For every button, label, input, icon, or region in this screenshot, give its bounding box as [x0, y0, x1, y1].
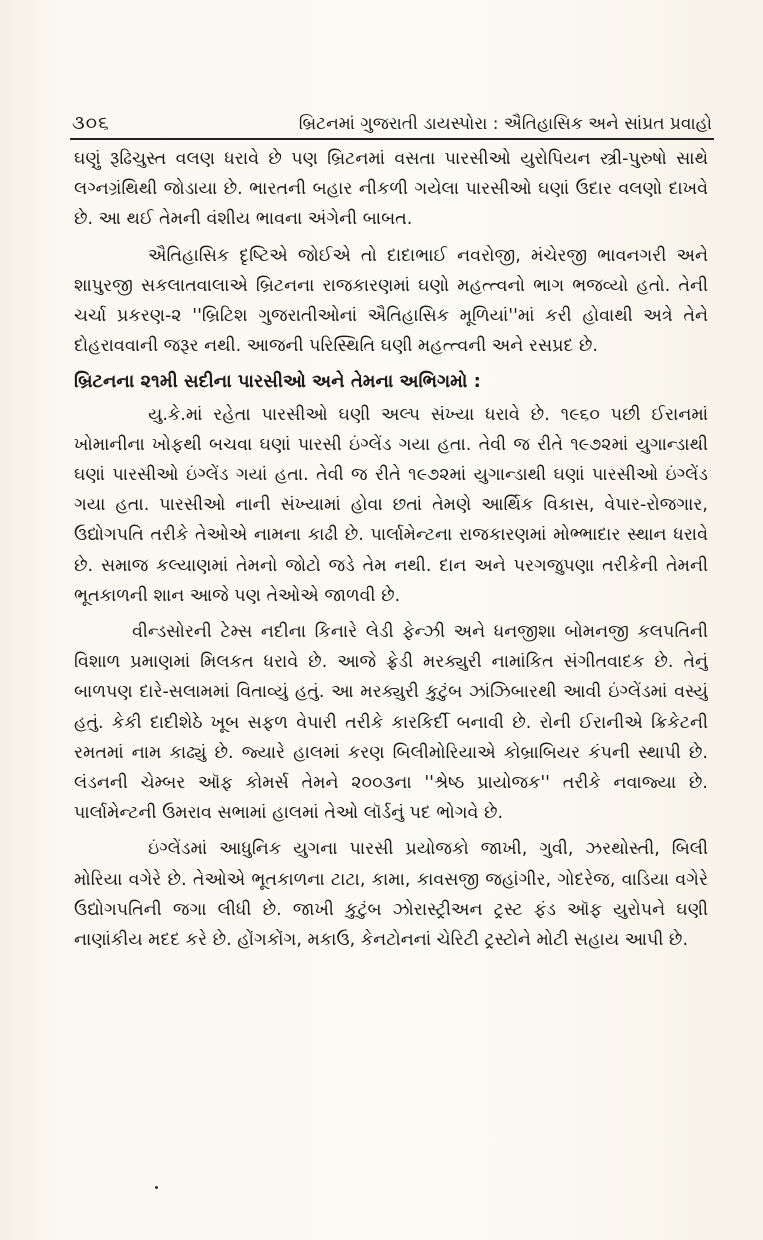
- paragraph-5: ઇંગ્લેંડમાં આધુનિક યુગના પારસી પ્રયોજકો જાખી, ગુવી, ઝરથોસ્તી, બિલી મોરિયા વગેરે છે. તેઓએ ભૂતકાળના ટાટા, કામા, કાવસજી જહાંગીર, ગોદરેજ, વાડિયા વગેરે ઉદ્યોગપતિની જગા લીધી છે. જાખી કુટુંબ ઝોરાસ્ટ્રીઅન ટ્રસ્ટ ફંડ ઑફ યુરોપને ઘણી નાણાંકીય મદદ કરે છે. હોંગકોંગ, મકાઉ, કેનટોનનાં ચેરિટી ટ્રસ્ટોને મોટી સહાય આપી છે.: [74, 839, 708, 951]
- page-header: [72, 100, 712, 134]
- paragraph-1: ઘણું રૂઢિચુસ્ત વલણ ધરાવે છે પણ બ્રિટનમાં વસતા પારસીઓ યુરોપિયન સ્ત્રી-પુરુષો સાથે લગ્નગ્રંથિથી જોડાયા છે. ભારતની બહાર નીકળી ગયેલા પારસીઓ ઘણાં ઉદાર વલણો દાખવે છે. આ થઈ તેમની વંશીય ભાવના અંગેની બાબત.: [74, 149, 708, 230]
- paragraph-3: યુ.કે.માં રહેતા પારસીઓ ઘણી અલ્પ સંખ્યા ધરાવે છે. ૧૯૬૦ પછી ઈરાનમાં ખોમાનીના ખોફથી બચવા ઘણાં પારસી ઇંગ્લેંડ ગયા હતા. તેવી જ રીતે ૧૯૭૨માં યુગાન્ડાથી ઘણાં પારસીઓ ઇંગ્લેંડ ગયાં હતા. તેવી જ રીતે ૧૯૭૨માં યુગાન્ડાથી ઘણાં પારસીઓ ઇંગ્લેંડ ગયા હતા. પારસીઓ નાની સંખ્યામાં હોવા છતાં તેમણે આર્થિક વિકાસ, વેપાર-રોજગાર, ઉદ્યોગપતિ તરીકે તેઓએ નામના કાઢી છે. પાર્લામેન્ટના રાજકારણમાં મોભ્ભાદાર સ્થાન ધરાવે છે. સમાજ કલ્યાણમાં તેમનો જોટો જડે તેમ નથી. દાન અને પરગજુપણા તરીકેની તેમની ભૂતકાળની શાન આજે પણ તેઓએ જાળવી છે.: [74, 404, 708, 606]
- running-head: બ્રિટનમાં ગુજરાતી ડાયસ્પોરા : ઐતિહાસિક અને સાંપ્રત પ્રવાહો: [298, 114, 712, 134]
- ink-speck: [155, 1186, 158, 1189]
- page-number: ૩૦૬: [72, 112, 110, 134]
- header-rule: [70, 138, 714, 140]
- section-heading: બ્રિટનના ૨૧મી સદીના પારસીઓ અને તેમના અભિગમો :: [74, 371, 481, 393]
- paragraph-4: વીન્ડસોરની ટેમ્સ નદીના કિનારે લેડી ફેન્ઝી અને ધનજીશા બોમનજી કલપતિની વિશાળ પ્રમાણમાં મિલકત ધરાવે છે. આજે ફ્રેડી મરક્યુરી નામાંકિત સંગીતવાદક છે. તેનું બાળપણ દારે-સલામમાં વિતાવ્યું હતું. આ મરક્યુરી કુટુંબ ઝાંઝિબારથી આવી ઇંગ્લેંડમાં વસ્યું હતું. કેકી દાદીશેઠે ખૂબ સફળ વેપારી તરીકે કારકિર્દી બનાવી છે. રોની ઈરાનીએ ક્રિકેટની રમતમાં નામ કાઢ્યું છે. જ્યારે હાલમાં કરણ બિલીમોરિયાએ કોબ્રાબિયર કંપની સ્થાપી છે. લંડનની ચેમ્બર ઑફ કોમર્સ તેમને ૨૦૦૩ના ''શ્રેષ્ઠ પ્રાયોજક'' તરીકે નવાજ્યા છે. પાર્લામેન્ટની ઉમરાવ સભામાં હાલમાં તેઓ લૉર્ડનું પદ ભોગવે છે.: [74, 622, 708, 824]
- paragraph-2: ઐતિહાસિક દૃષ્ટિએ જોઈએ તો દાદાભાઈ નવરોજી, મંચેરજી ભાવનગરી અને શાપુરજી સકલાતવાલાએ બ્રિટનના રાજકારણમાં ઘણો મહત્ત્વનો ભાગ ભજવ્યો હતો. તેની ચર્ચા પ્રકરણ-૨ ''બ્રિટિશ ગુજરાતીઓનાં ઐતિહાસિક મૂળિયાં''માં કરી હોવાથી અત્રે તેને દોહરાવવાની જરૂર નથી. આજની પરિસ્થિતિ ઘણી મહત્ત્વની અને રસપ્રદ છે.: [74, 245, 708, 357]
- page-body: [74, 144, 708, 1164]
